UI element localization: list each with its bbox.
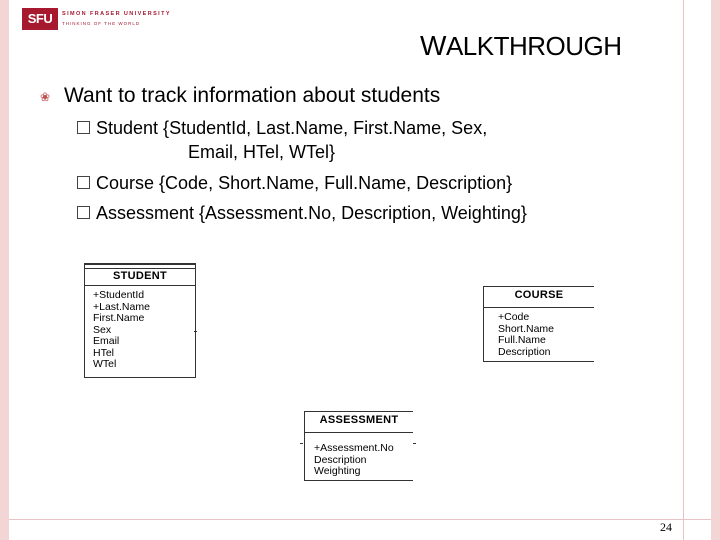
entity-attributes <box>305 433 413 478</box>
slide-title-rest: ALKTHROUGH <box>445 31 622 61</box>
sub-bullet-text: Student {StudentId, Last.Name, First.Name, Sex, <box>96 118 488 138</box>
sub-bullet-text: Assessment {Assessment.No, Description, Weighting} <box>96 203 527 223</box>
entity-attribute: Sex <box>93 323 112 336</box>
sub-bullet-text: Course {Code, Short.Name, Full.Name, Description} <box>96 173 513 193</box>
connector-tick <box>194 331 197 332</box>
student-entity-box <box>84 263 196 378</box>
entity-attribute: HTel <box>93 346 115 359</box>
entity-header: STUDENT <box>85 268 195 286</box>
main-bullet-text: Want to track information about students <box>64 84 441 107</box>
checkbox-bullet-icon <box>77 206 90 219</box>
checkbox-bullet-icon <box>77 176 90 189</box>
slide-title-initial: W <box>420 30 446 61</box>
sub-bullet-student-continued: Email, HTel, WTel} <box>188 142 336 162</box>
connector-tick <box>413 443 416 444</box>
entity-attribute: +Code <box>498 311 530 323</box>
entity-attributes <box>484 308 594 358</box>
slide-title <box>420 30 622 62</box>
entity-attribute: +Last.Name <box>93 300 150 313</box>
entity-attribute: Email <box>93 335 120 347</box>
sub-bullet-assessment <box>77 203 527 224</box>
entity-attributes <box>85 286 195 371</box>
checkbox-bullet-icon <box>77 121 90 134</box>
entity-attribute: Full.Name <box>498 334 546 346</box>
sub-bullet-student <box>77 118 487 139</box>
logo-university-name: SIMON FRASER UNIVERSITY <box>62 11 171 17</box>
page-number: 24 <box>660 520 672 534</box>
entity-attribute: Short.Name <box>498 322 555 335</box>
main-bullet-icon: ❀ <box>40 90 51 104</box>
sfu-logo <box>22 6 182 32</box>
entity-header: ASSESSMENT <box>305 412 413 433</box>
bottom-border-line <box>9 519 711 520</box>
right-decorative-bar <box>711 0 720 540</box>
logo-tagline: THINKING OF THE WORLD <box>62 21 141 26</box>
course-entity-box <box>483 286 594 362</box>
sub-bullet-course <box>77 173 512 194</box>
entity-attribute: +Assessment.No <box>314 442 394 454</box>
right-border-line <box>683 0 684 540</box>
logo-abbr: SFU <box>22 8 58 30</box>
entity-attribute: First.Name <box>93 312 145 324</box>
entity-header: COURSE <box>484 287 594 308</box>
entity-attribute: +StudentId <box>93 289 145 301</box>
assessment-entity-box <box>304 411 413 481</box>
entity-attribute: Description <box>498 345 551 358</box>
left-decorative-bar <box>0 0 9 540</box>
connector-tick <box>300 443 303 444</box>
entity-attribute: Weighting <box>314 465 361 477</box>
entity-attribute: Description <box>314 453 367 466</box>
entity-attribute: WTel <box>93 358 117 370</box>
